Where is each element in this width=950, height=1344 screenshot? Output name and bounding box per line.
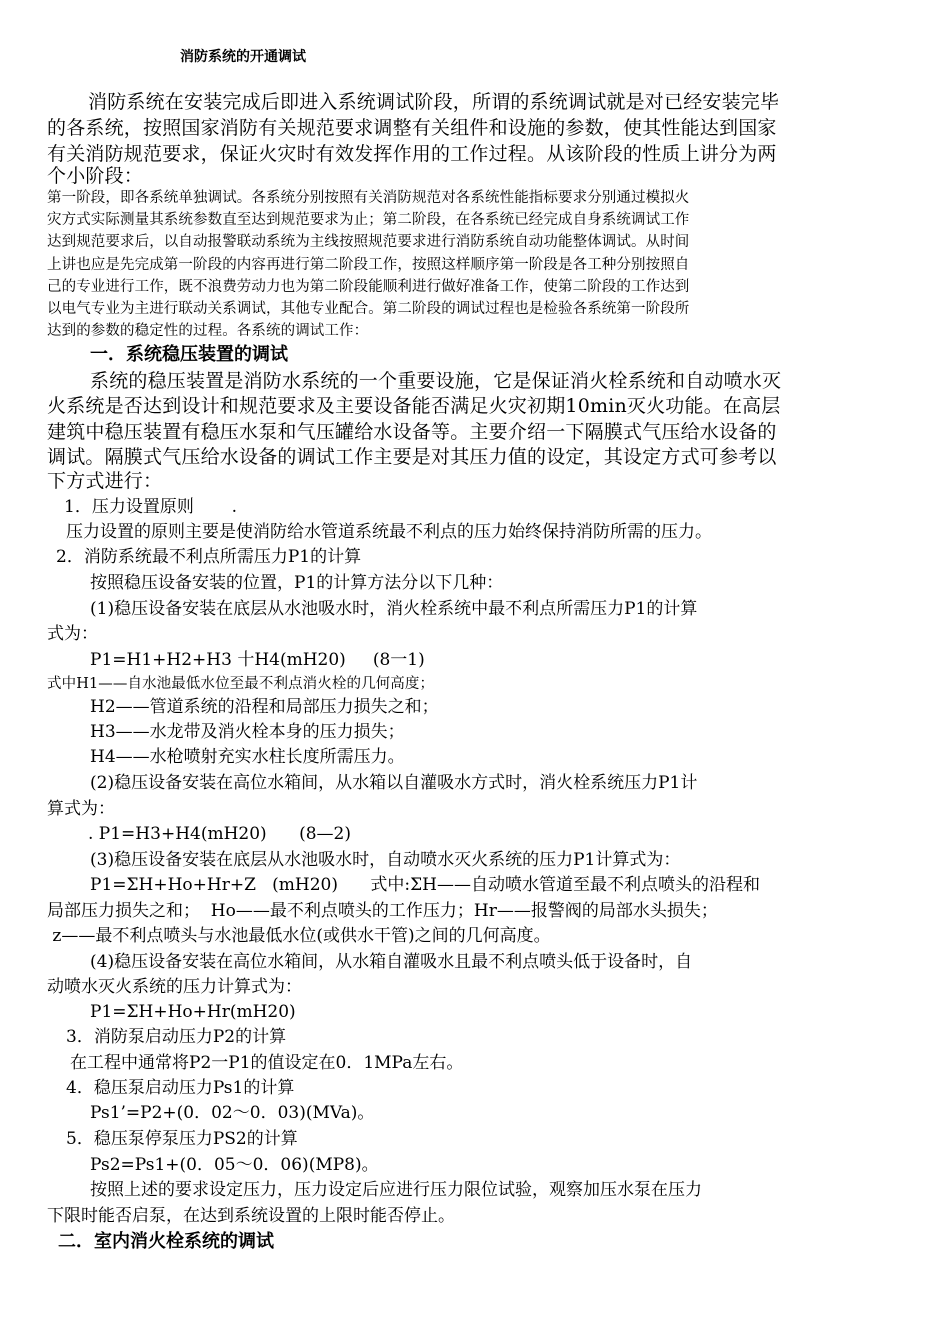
where-h4: H4——水枪喷射充实水柱长度所需压力。 [90, 747, 405, 767]
closing-line: 按照上述的要求设定压力，压力设定后应进行压力限位试验，观察加压水泵在压力 [90, 1180, 702, 1200]
case-3: (3)稳压设备安装在底层从水池吸水时，自动喷水灭火系统的压力P1计算式为： [90, 850, 681, 870]
formula-3-line: P1=ΣH+Ho+Hr+Z (mH20) 式中:ΣH——自动喷水管道至最不利点喷头的沿程和 [90, 875, 760, 895]
stages-line: 达到规范要求后，以自动报警联动系统为主线按照规范要求进行消防系统自动功能整体调试。从时间 [47, 234, 690, 250]
section-heading-2: 二．室内消火栓系统的调试 [58, 1231, 274, 1252]
section1-line: 调试。隔膜式气压给水设备的调试工作主要是对其压力值的设定，其设定方式可参考以 [47, 446, 777, 468]
item-3-text: 在工程中通常将P2一P1的值设定在0．1MPa左右。 [70, 1053, 464, 1073]
item-3: 3．消防泵启动压力P2的计算 [66, 1027, 287, 1047]
closing-line: 下限时能否启泵，在达到系统设置的上限时能否停止。 [47, 1206, 455, 1226]
case-4-line: (4)稳压设备安装在高位水箱间，从水箱自灌吸水且最不利点喷头低于设备时，自 [90, 952, 693, 972]
stages-line: 第一阶段，即各系统单独调试。各系统分别按照有关消防规范对各系统性能指标要求分别通过模拟火 [47, 190, 690, 206]
stages-line: 以电气专业为主进行联动关系调试，其他专业配合。第二阶段的调试过程也是检验各系统第一阶段所 [47, 301, 690, 317]
intro-line: 消防系统在安装完成后即进入系统调试阶段，所谓的系统调试就是对已经安装完毕 [88, 91, 780, 113]
where-h1: 式中H1——自水池最低水位至最不利点消火栓的几何高度； [47, 676, 435, 692]
case-4-line: 动喷水灭火系统的压力计算式为： [47, 977, 302, 997]
case-2-line: 算式为： [47, 799, 115, 819]
intro-line: 个小阶段： [47, 165, 144, 187]
intro-line: 有关消防规范要求，保证火灾时有效发挥作用的工作过程。从该阶段的性质上讲分为两 [47, 143, 777, 165]
item-4: 4．稳压泵启动压力Ps1的计算 [66, 1078, 295, 1098]
section1-line: 火系统是否达到设计和规范要求及主要设备能否满足火灾初期10min灭火功能。在高层 [47, 395, 781, 417]
case-1-line: (1)稳压设备安装在底层从水池吸水时，消火栓系统中最不利点所需压力P1的计算 [90, 599, 698, 619]
stages-line: 上讲也应是先完成第一阶段的内容再进行第二阶段工作，按照这样顺序第一阶段是各工种分别按照自 [47, 257, 690, 273]
section-heading-1: 一．系统稳压装置的调试 [90, 344, 288, 365]
item-1-text: 压力设置的原则主要是使消防给水管道系统最不利点的压力始终保持消防所需的压力。 [66, 522, 712, 542]
item-4-text: Ps1’=P2+(0．02～0．03)(MVa)。 [90, 1103, 375, 1123]
item-5-text: Ps2=Ps1+(0．05～0．06)(MP8)。 [90, 1155, 379, 1175]
section1-line: 下方式进行： [47, 470, 163, 492]
stages-line: 灾方式实际测量其系统参数直至达到规范要求为止；第二阶段，在各系统已经完成自身系统调试工作 [47, 212, 690, 228]
formula-3-line: 局部压力损失之和； Ho——最不利点喷头的工作压力；Hr——报警阀的局部水头损失； [47, 901, 718, 921]
section1-line: 建筑中稳压装置有稳压水泵和气压罐给水设备等。主要介绍一下隔膜式气压给水设备的 [47, 421, 777, 443]
item-2: 2．消防系统最不利点所需压力P1的计算 [56, 547, 362, 567]
item-2-text: 按照稳压设备安装的位置，P1的计算方法分以下几种： [90, 573, 504, 593]
intro-line: 的各系统，按照国家消防有关规范要求调整有关组件和设施的参数，使其性能达到国家 [47, 117, 777, 139]
document-title: 消防系统的开通调试 [180, 49, 306, 65]
where-h2: H2——管道系统的沿程和局部压力损失之和； [90, 697, 439, 717]
stages-line: 达到的参数的稳定性的过程。各系统的调试工作： [47, 323, 369, 339]
case-1-line: 式为： [47, 624, 98, 644]
formula-2: . P1=H3+H4(mH20) (8—2) [88, 824, 351, 844]
item-1: 1．压力设置原则 . [64, 497, 238, 517]
item-5: 5．稳压泵停泵压力PS2的计算 [66, 1129, 298, 1149]
stages-line: 己的专业进行工作，既不浪费劳动力也为第二阶段能顺利进行做好准备工作，使第二阶段的工作达到 [47, 279, 690, 295]
formula-4: P1=ΣH+Ho+Hr(mH20) [90, 1002, 296, 1022]
formula-1: P1=H1+H2+H3 十H4(mH20) (8一1) [90, 650, 425, 670]
section1-line: 系统的稳压装置是消防水系统的一个重要设施，它是保证消火栓系统和自动喷水灭 [90, 370, 782, 392]
where-h3: H3——水龙带及消火栓本身的压力损失； [90, 722, 405, 742]
formula-3-line: z——最不利点喷头与水池最低水位(或供水干管)之间的几何高度。 [47, 926, 551, 946]
case-2-line: (2)稳压设备安装在高位水箱间，从水箱以自灌吸水方式时，消火栓系统压力P1计 [90, 773, 698, 793]
